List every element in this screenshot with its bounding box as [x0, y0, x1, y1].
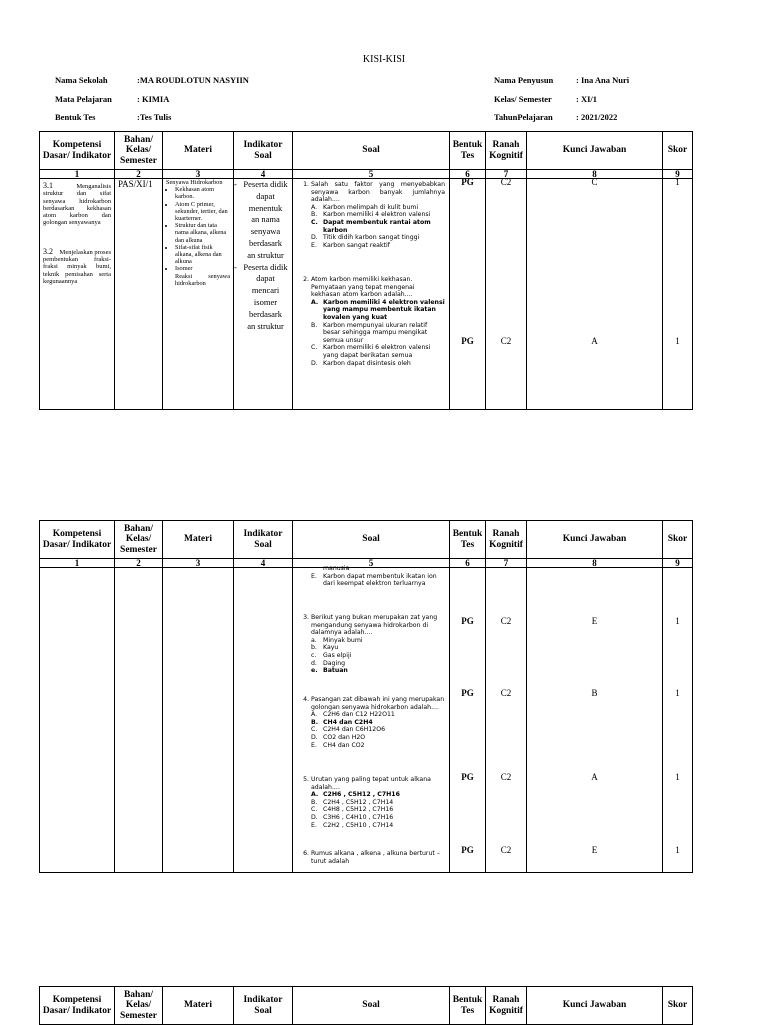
column-header: Indikator Soal: [234, 132, 293, 170]
ranah-cell: [486, 179, 527, 410]
skor-cell: [663, 568, 693, 873]
option: C. Karbon memiliki 6 elektron valensi yang dapat berikatan semua: [311, 344, 431, 359]
option: E. C2H2 , C5H10 , C7H14: [311, 821, 394, 829]
kunci-jawaban: A: [591, 336, 598, 346]
question-2-continued: manusia E. Karbon dapat membentuk ikatan ion dari keempat elektron terluarnya: [296, 565, 445, 588]
column-header: Soal: [293, 521, 450, 559]
materi-item: • Struktur dan tata nama alkana, alkena dan alkuna: [175, 222, 230, 244]
ranah-kognitif: C2: [500, 336, 512, 346]
kunci-cell: [527, 568, 663, 873]
column-number: 8: [527, 559, 663, 568]
subject-label: Mata Pelajaran: [55, 94, 112, 104]
column-header: Indikator Soal: [234, 987, 293, 1025]
skor: 1: [675, 177, 680, 187]
option: d. Daging: [311, 659, 346, 667]
column-number: 3: [163, 559, 234, 568]
column-header: Bentuk Tes: [450, 132, 486, 170]
option: C. C2H4 dan C6H12O6: [311, 726, 386, 734]
skor: 1: [675, 772, 680, 782]
column-number: 5: [293, 559, 450, 568]
option: b. Kayu: [311, 644, 339, 652]
author-label: Nama Penyusun: [494, 75, 554, 85]
column-header: Kunci Jawaban: [527, 521, 663, 559]
column-number: 7: [486, 170, 527, 179]
column-header: Skor: [663, 521, 693, 559]
materi-cell: [163, 568, 234, 873]
column-header: Soal: [293, 132, 450, 170]
correct-option: B. CH4 dan C2H4: [311, 718, 373, 726]
school-year-label: TahunPelajaran: [494, 112, 553, 122]
column-number: 2: [115, 559, 163, 568]
option: B. C2H4 , C5H12 , C7H14: [311, 798, 394, 806]
kunci-jawaban: C: [591, 177, 598, 187]
kunci-jawaban: E: [591, 616, 598, 626]
column-header: Materi: [163, 987, 234, 1025]
skor: 1: [675, 616, 680, 626]
column-header: Bentuk Tes: [450, 987, 486, 1025]
grid-table-2: [39, 520, 693, 873]
kunci-jawaban: A: [591, 772, 598, 782]
question-2: 2. Atom karbon memiliki kekhasan. Pernyataan yang tepat mengenai kekhasan atom karbon adalah.... A. Karbon memiliki 4 elektron valensi yang mampu membentuk ikatan kovalen yang kuat B. Karbon mempunyai ukuran relatif besar sehingga mampu mengikat semua unsur C. Karbon memiliki 6 elektron valensi yang dapat berikatan semua D. Karbon dapat disintesis oleh: [303, 276, 445, 367]
column-header: Materi: [163, 521, 234, 559]
column-header: Bahan/ Kelas/ Semester: [115, 521, 163, 559]
test-type-value: :Tes Tulis: [137, 112, 172, 122]
question-3: 3. Berikut yang bukan merupakan zat yang mengandung senyawa hidrokarbon di dalamnya adalah.... a. Minyak bumi b. Kayu c. Gas elpiji d. Daging e. Batuan: [296, 614, 445, 675]
bks-cell: [115, 568, 163, 873]
option: D. Titik didih karbon sangat tinggi: [311, 234, 420, 242]
table-row: [40, 179, 693, 410]
soal-cell: [293, 565, 450, 873]
option: D. CO2 dan H2O: [311, 733, 366, 741]
materi-item: • Sifat-sifat fisik alkana, alkena dan alkuna: [175, 244, 230, 266]
skor: 1: [675, 336, 680, 346]
table-row: [40, 568, 693, 873]
column-header: Skor: [663, 987, 693, 1025]
ranah-kognitif: C2: [500, 845, 512, 855]
materi-item: • Isomer: [175, 265, 230, 272]
option: E. Karbon sangat reaktif: [311, 241, 390, 249]
option: E. CH4 dan CO2: [311, 741, 365, 749]
subject-value: : KIMIA: [137, 94, 170, 104]
question-4: 4. Pasangan zat dibawah ini yang merupakan golongan senyawa hidrokarbon adalah.... A. C2H6 dan C12 H22O11 B. CH4 dan C2H4 C. C2H4 dan C6H12O6 D. CO2 dan H2O E. CH4 dan CO2: [303, 696, 445, 749]
column-number: 1: [40, 559, 115, 568]
kd-cell: [40, 179, 115, 410]
bentuk-cell: [450, 568, 486, 873]
kunci-jawaban: E: [591, 845, 598, 855]
column-number: 4: [234, 559, 293, 568]
materi-list: [163, 179, 233, 287]
column-number: 9: [663, 559, 693, 568]
column-header: Bahan/ Kelas/ Semester: [115, 132, 163, 170]
option: C. C4H8 , C5H12 , C7H16: [311, 806, 394, 814]
column-header: Kompetensi Dasar/ Indikator: [40, 132, 115, 170]
ranah-kognitif: C2: [500, 177, 512, 187]
column-header: Skor: [663, 132, 693, 170]
column-header: Ranah Kognitif: [486, 132, 527, 170]
column-number: 4: [234, 170, 293, 179]
class-semester-value: : XI/1: [576, 94, 598, 104]
bentuk-tes: PG: [461, 772, 474, 782]
column-number: 1: [40, 170, 115, 179]
bentuk-tes: PG: [461, 336, 474, 346]
kunci-cell: [527, 179, 663, 410]
column-header: Indikator Soal: [234, 521, 293, 559]
option: B. Karbon mempunyai ukuran relatif besar sehingga mampu mengikat semua unsur: [311, 321, 428, 344]
school-year-value: : 2021/2022: [576, 112, 618, 122]
column-header: Bentuk Tes: [450, 521, 486, 559]
materi-title: Senyawa Hidrokarbon: [166, 179, 223, 186]
kunci-jawaban: B: [591, 688, 598, 698]
skor: 1: [675, 688, 680, 698]
ranah-cell: [486, 568, 527, 873]
grid-table-3: [39, 986, 693, 1025]
correct-option: e. Batuan: [311, 667, 348, 675]
correct-option: C. Dapat membentuk rantai atom karbon: [311, 218, 431, 234]
column-number: 9: [663, 170, 693, 179]
indikator-item: - Peserta didik dapat menentuk an nama senyawa berdasark an struktur: [234, 179, 288, 260]
school-value: :MA ROUDLOTUN NASYIIN: [137, 75, 249, 85]
column-number: 3: [163, 170, 234, 179]
ranah-kognitif: C2: [500, 772, 512, 782]
option: D. Karbon dapat disintesis oleh: [311, 359, 411, 367]
document-title: KISI-KISI: [362, 54, 406, 65]
option: D. C3H6 , C4H10 , C7H16: [311, 813, 394, 821]
bentuk-tes: PG: [461, 177, 474, 187]
indikator-cell: [234, 568, 293, 873]
materi-cell: [163, 179, 234, 410]
ranah-kognitif: C2: [500, 616, 512, 626]
column-number: 6: [450, 559, 486, 568]
column-header: Kompetensi Dasar/ Indikator: [40, 521, 115, 559]
column-header: Kompetensi Dasar/ Indikator: [40, 987, 115, 1025]
skor-cell: [663, 179, 693, 410]
indikator-cell: [234, 179, 293, 410]
soal-cell: [293, 179, 450, 410]
option: E. Karbon dapat membentuk ikatan ion dari keempat elektron terluarnya: [311, 572, 437, 588]
option: a. Minyak bumi: [311, 636, 363, 644]
column-header: Materi: [163, 132, 234, 170]
column-header: Kunci Jawaban: [527, 987, 663, 1025]
materi-tail: Reaksi senyawa hidrokarbon: [175, 272, 230, 287]
question-1: 1. Salah satu faktor yang menyebabkan senyawa karbon banyak jumlahnya adalah.... A. Karbon melimpah di kulit bumi B. Karbon memiliki 4 elektron valensi C. Dapat membentuk rantai atom karbon D. Titik didih karbon sangat tinggi E. Karbon sangat reaktif: [303, 181, 445, 249]
question-5: 5. Urutan yang paling tepat untuk alkana adalah.... A. C2H6 , C5H12 , C7H16 B. C2H4 , C5H12 , C7H14 C. C4H8 , C5H12 , C7H16 D. C3H6 , C4H10 , C7H16 E. C2H2 , C5H10 , C7H14: [296, 776, 445, 829]
question-6: 6. Rumus alkana , alkena , alkuna berturut – turut adalah: [303, 850, 440, 865]
column-number: 5: [293, 170, 450, 179]
option: A. Karbon melimpah di kulit bumi: [311, 203, 419, 211]
kd-3-2: 3.2 Menjelaskan proses pembentukan fraksi-fraksi minyak bumi, teknik pemisahan serta kegunaannya: [43, 246, 112, 285]
column-number: 7: [486, 559, 527, 568]
bks-cell: [115, 179, 163, 410]
skor: 1: [675, 845, 680, 855]
ranah-kognitif: C2: [500, 688, 512, 698]
column-header: Kunci Jawaban: [527, 132, 663, 170]
school-label: Nama Sekolah: [55, 75, 108, 85]
column-number: 2: [115, 170, 163, 179]
column-number: 8: [527, 170, 663, 179]
option: B. Karbon memiliki 4 elektron valensi: [311, 211, 431, 219]
correct-option: A. C2H6 , C5H12 , C7H16: [311, 791, 400, 799]
column-header: Ranah Kognitif: [486, 521, 527, 559]
column-header: Soal: [293, 987, 450, 1025]
materi-item: • Kekhasan atom karbon.: [175, 186, 230, 200]
grid-table-1: [39, 131, 693, 410]
bentuk-tes: PG: [461, 845, 474, 855]
bks-value: PAS/XI/1: [118, 179, 153, 189]
kd-cell: [40, 568, 115, 873]
indikator-item: - Peserta didik dapat mencari isomer berdasark an struktur: [234, 261, 288, 331]
option: A. C2H6 dan C12 H22O11: [311, 711, 395, 719]
author-value: : Ina Ana Nuri: [576, 75, 630, 85]
column-number: 6: [450, 170, 486, 179]
materi-item: • Atom C primer, sekunder, tertier, dan kuarterner.: [175, 201, 230, 223]
bentuk-tes: PG: [461, 688, 474, 698]
test-type-label: Bentuk Tes: [55, 112, 96, 122]
correct-option: A. Karbon memiliki 4 elektron valensi yang mampu membentuk ikatan kovalen yang kuat: [311, 298, 445, 321]
kd-3-1: 3.1 Menganalisis struktur dan sifat senyawa hidrokarbon berdasarkan kekhasan atom karbon dan golongan senyawanya: [43, 181, 111, 227]
column-header: Bahan/ Kelas/ Semester: [115, 987, 163, 1025]
column-header: Ranah Kognitif: [486, 987, 527, 1025]
bentuk-tes: PG: [461, 616, 474, 626]
option: c. Gas elpiji: [311, 651, 352, 659]
bentuk-cell: [450, 179, 486, 410]
indikator-list: [234, 179, 292, 332]
class-semester-label: Kelas/ Semester: [494, 94, 552, 104]
